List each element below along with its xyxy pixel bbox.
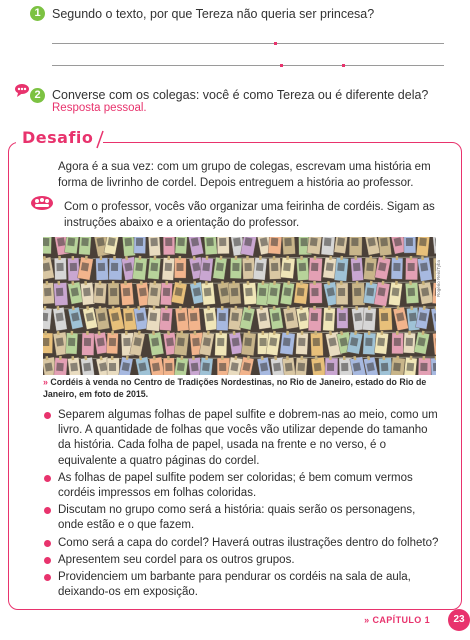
cordel-pamphlet [268, 237, 282, 254]
answer-line [52, 43, 444, 44]
cordel-pamphlet [107, 356, 120, 375]
bullet-icon [44, 557, 51, 564]
cordel-pamphlet [148, 237, 161, 256]
bullet-icon [44, 475, 51, 482]
cordel-pamphlet [159, 306, 172, 331]
cordel-pamphlet [80, 280, 95, 305]
cordel-pamphlet [243, 280, 257, 304]
cordel-pamphlet [108, 281, 119, 305]
cordel-pamphlets-illustration [43, 237, 436, 375]
challenge-intro: Agora é a sua vez: com um grupo de colegas, escrevam uma história em forma de livrinho de cordel. Depois entreguem a história ao professor. [58, 161, 431, 189]
cordel-pamphlet [199, 255, 213, 281]
list-item-text: Providenciem um barbante para pendurar os cordéis na sala de aula, deixando-os em exposição. [58, 571, 411, 599]
instruction-list [43, 408, 443, 602]
cordel-pamphlet [204, 237, 218, 255]
cordel-pamphlet [363, 306, 377, 331]
cordel-pamphlet [404, 355, 418, 375]
cordel-pamphlet [201, 280, 215, 305]
cordel-pamphlet [216, 306, 228, 331]
caption-arrow-icon: » [43, 377, 48, 387]
chapter-arrow-icon: » [364, 615, 373, 625]
cordel-pamphlet [66, 331, 78, 354]
cordel-pamphlet [122, 237, 136, 256]
list-item [43, 536, 443, 551]
cordel-pamphlet [310, 331, 323, 356]
cordel-pamphlet [405, 256, 417, 280]
list-item [43, 553, 443, 568]
cordel-pamphlet [379, 306, 393, 331]
cordel-pamphlet [43, 281, 54, 304]
cordel-pamphlet [390, 355, 405, 375]
bullet-icon [44, 574, 51, 581]
list-item [43, 408, 443, 469]
cordel-pamphlet [162, 256, 175, 281]
cordel-pamphlet [215, 331, 227, 356]
cordel-pamphlet [148, 255, 161, 279]
cordel-pamphlet [374, 330, 388, 354]
title-slash-decoration [95, 128, 105, 150]
group-instruction: Com o professor, vocês vão organizar uma feirinha de cordéis. Sigam as instruções abaixo e a orientação do professor. [64, 201, 435, 229]
cordel-pamphlet [242, 256, 255, 279]
challenge-header [16, 128, 103, 148]
cordel-pamphlet [199, 355, 213, 375]
chapter-label [364, 615, 430, 625]
cordel-pamphlet [350, 256, 363, 282]
caption-text: Cordéis à venda no Centro de Tradições Nordestinas, no Rio de Janeiro, estado do Rio de Janeiro, em foto de 2015. [43, 377, 427, 399]
cordel-pamphlet [308, 256, 322, 281]
question-number-badge: 1 [30, 6, 45, 21]
cordel-pamphlet [378, 356, 392, 375]
cordel-pamphlet [241, 330, 256, 355]
bullet-icon [44, 507, 51, 514]
cordel-pamphlet [269, 256, 281, 280]
cordel-pamphlet [217, 237, 229, 254]
cordel-pamphlet [96, 256, 109, 281]
page-number: 23 [448, 609, 470, 631]
cordel-pamphlet [43, 237, 52, 254]
cordel-pamphlet [217, 356, 230, 375]
cordel-pamphlet [295, 356, 308, 375]
cordel-pamphlet [308, 306, 322, 331]
cordel-pamphlet [174, 256, 186, 278]
question-number-badge: 2 [30, 88, 45, 103]
cordel-pamphlet [405, 281, 419, 304]
cordel-pamphlet [187, 306, 200, 331]
challenge-title: Desafio [22, 128, 94, 147]
cordel-pamphlet [109, 256, 122, 280]
cordel-pamphlet [163, 356, 175, 375]
cordel-pamphlet [228, 281, 241, 305]
cordel-pamphlet [79, 237, 92, 255]
cordel-pamphlet [349, 237, 362, 256]
list-item-text: As folhas de papel sulfite podem ser coloridas; é bem comum vermos cordéis impressos em folhas coloridas. [58, 471, 413, 500]
cordel-pamphlet [294, 280, 309, 304]
cordel-pamphlet [392, 331, 404, 354]
cordel-pamphlet [321, 237, 335, 255]
cordel-pamphlet [160, 281, 172, 305]
photo-caption [43, 377, 436, 400]
cordel-pamphlet [253, 255, 267, 280]
cordel-pamphlet [230, 256, 242, 279]
cordel-pamphlet [325, 356, 338, 375]
cordel-pamphlet [82, 331, 95, 356]
list-item-text: Discutam no grupo como será a história: quais serão os personagens, onde estão e o que fazem. [58, 504, 416, 532]
list-item-text: Separem algumas folhas de papel sulfite e dobrem-nas ao meio, como um livro. A quantidade de folhas que vocês vão utilizar depende do tamanho da história. Cada folha de papel, usada na frente e no verso, é o equivalente a quatro páginas do cordel. [58, 409, 438, 467]
cordel-pamphlet [431, 356, 436, 375]
cordel-pamphlet [147, 280, 162, 306]
cordel-pamphlet [134, 237, 146, 254]
list-item-text: Apresentem seu cordel para os outros grupos. [58, 553, 295, 566]
photo-credit: Rogério Reis/Tyba [436, 259, 441, 297]
bullet-icon [44, 412, 51, 419]
cordel-pamphlet [352, 281, 365, 306]
cordel-pamphlet [282, 237, 296, 255]
cordel-pamphlet [53, 281, 68, 306]
cordel-pamphlet [43, 331, 53, 353]
cordel-pamphlet [323, 306, 336, 331]
list-item [43, 503, 443, 533]
cordel-pamphlet [339, 356, 353, 375]
bullet-icon [44, 540, 51, 547]
cordel-pamphlet [336, 281, 348, 305]
list-item [43, 471, 443, 501]
cordel-pamphlet [403, 331, 415, 354]
list-item-text: Como será a capa do cordel? Haverá outras ilustrações dentro do folheto? [58, 536, 439, 549]
cordel-pamphlet [120, 281, 134, 306]
cordel-pamphlet [174, 330, 189, 355]
cordel-pamphlet [309, 281, 322, 303]
cordel-pamphlet [363, 331, 376, 355]
cordel-pamphlet [132, 255, 147, 280]
cordel-pamphlet [307, 237, 322, 254]
cordel-pamphlet [65, 237, 80, 254]
cordel-pamphlet [416, 237, 430, 256]
cordel-pamphlet [404, 237, 416, 253]
cordel-pamphlet [280, 330, 295, 355]
list-item [43, 570, 443, 600]
cordel-pamphlet [296, 331, 309, 355]
cordel-pamphlet [107, 331, 119, 354]
cordel-pamphlet [337, 306, 348, 328]
question-2-text: Converse com os colegas: você é como Tereza ou é diferente dela? [52, 88, 429, 102]
chapter-text: CAPÍTULO 1 [372, 615, 430, 625]
oral-activity-icon [14, 83, 30, 97]
question-1-text: Segundo o texto, por que Tereza não queria ser princesa? [52, 7, 375, 21]
cordel-pamphlet [163, 237, 175, 255]
cordel-photo [43, 237, 436, 375]
answer-line [52, 65, 444, 66]
suggested-answer: Resposta pessoal. [52, 102, 147, 114]
cordel-pamphlet [175, 305, 189, 331]
group-activity-icon [30, 195, 54, 213]
cordel-pamphlet [296, 256, 309, 281]
cordel-pamphlet [175, 237, 188, 254]
cordel-pamphlet [93, 281, 106, 304]
cordel-pamphlet [391, 256, 403, 279]
cordel-pamphlet [418, 356, 431, 375]
cordel-pamphlet [334, 255, 348, 281]
cordel-pamphlet [280, 255, 295, 278]
cordel-pamphlet [53, 356, 67, 375]
cordel-pamphlet [54, 256, 66, 280]
